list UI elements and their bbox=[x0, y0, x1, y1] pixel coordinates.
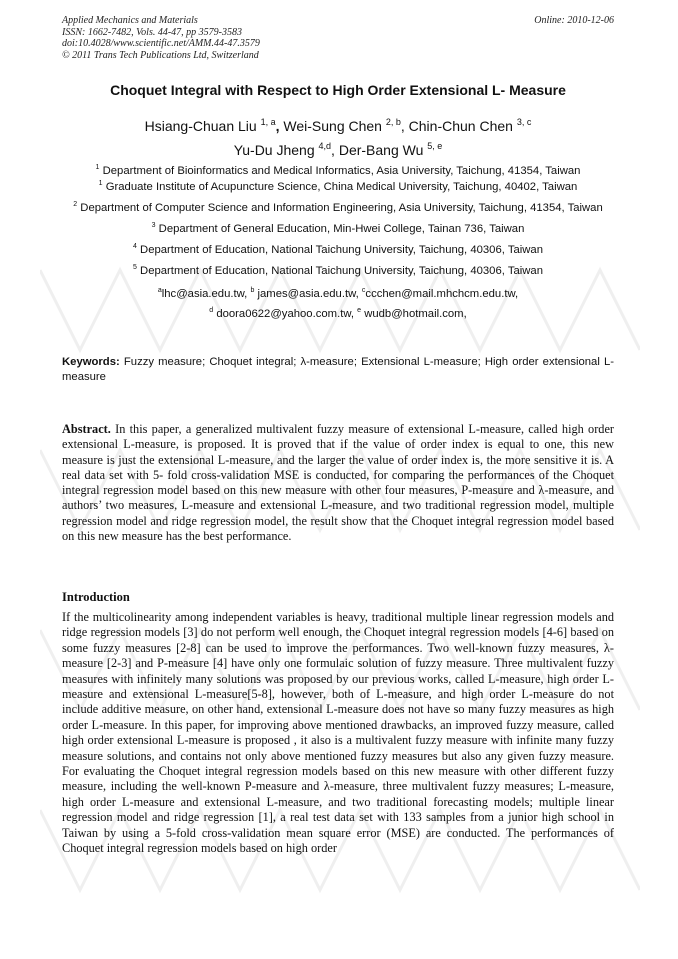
author-name: Yu-Du Jheng bbox=[233, 142, 315, 158]
keywords-section bbox=[62, 355, 614, 385]
affiliation-line bbox=[62, 163, 614, 179]
affiliation-superscript: 3 bbox=[151, 222, 156, 229]
author-superscript: 2, b bbox=[385, 117, 401, 127]
email-address: ccchen@mail.mhchcm.edu.tw, bbox=[365, 288, 519, 300]
email-superscript: a bbox=[157, 287, 162, 294]
affiliation-superscript: 4 bbox=[132, 243, 137, 250]
email-superscript: c bbox=[361, 287, 366, 294]
email-line bbox=[62, 284, 614, 304]
abstract-section bbox=[62, 422, 614, 544]
introduction-heading: Introduction bbox=[62, 590, 130, 604]
email-superscript: e bbox=[357, 307, 362, 314]
abstract-label: Abstract. bbox=[62, 422, 111, 436]
email-address: doora0622@yahoo.com.tw, bbox=[216, 308, 355, 320]
author-name: Wei-Sung Chen bbox=[283, 118, 382, 134]
author-name: Der-Bang Wu bbox=[338, 142, 424, 158]
affiliation-line bbox=[62, 221, 614, 237]
affiliation-superscript: 1 bbox=[95, 164, 100, 171]
author-name: Hsiang-Chuan Liu bbox=[144, 118, 257, 134]
author-name: Chin-Chun Chen bbox=[408, 118, 513, 134]
email-address: wudb@hotmail.com, bbox=[364, 308, 467, 320]
affiliation-text: Department of General Education, Min-Hwei College, Tainan 736, Taiwan bbox=[158, 223, 525, 235]
affiliation-text: Department of Bioinformatics and Medical Informatics, Asia University, Taichung, 41354, Taiwan bbox=[102, 165, 581, 177]
keywords-label: Keywords: bbox=[62, 356, 120, 368]
affiliations bbox=[62, 163, 614, 329]
email-address: lhc@asia.edu.tw, bbox=[161, 288, 248, 300]
abstract-text: In this paper, a generalized multivalent fuzzy measure of extensional L-measure, called high order extensional L-measure, is proposed. It is proved that if the value of order index is equal to one, this new measure is just the extensional L-measure, and the larger the value of order index is, the more sensitive it is. A real data set with 5- fold cross-validation MSE is conducted, for comparing the performances of the Choquet integral regression model based on this new measure with other four measures, P-measure and λ-measure, and authors’ two measures, L-measure and extensional L-measure, and two traditional regression model, multiple regression model and ridge regression model, the result show that the Choquet integral regression model based on this new measure has the best performance. bbox=[62, 422, 615, 544]
affiliation-superscript: 1 bbox=[98, 180, 103, 187]
introduction-text: If the multicolinearity among independent variables is heavy, traditional multiple linear regression models and ridge regression models [3] do not perform well enough, the Choquet integral regression models [4-6] based on some fuzzy measures [2-8] can be used to improve the performances. Two well-known fuzzy measures, λ-measure [2-3] and P-measure [4] have only one formulaic solution of fuzzy measure. Three multivalent fuzzy measures with infinitely many solutions was proposed by our previous works, called L-measure, high order L-measure and extensional L-measure[5-8], however, both of L-measure, and high order L-measure do not include additive measure, on other hand, extensional L-measure does not have so many fuzzy measures as high order L-measure. In this paper, for improving above mentioned drawbacks, an improved fuzzy measure, called high order extensional L-measure is proposed , it also is a multivalent fuzzy measure with infinite many fuzzy measure solutions, and contains not only above mentioned fuzzy measures but also any given fuzzy measure. For evaluating the Choquet integral regression models based on this new measure with other different fuzzy measure, including the well-known P-measure and λ-measure, three multivalent fuzzy measures; L-measure, high order L-measure and extensional L-measure, and two traditional forecasting models; multiple linear regression model and ridge regression [1], a real test data set with 133 samples from a junior high school in Taiwan by using a 5-fold cross-validation mean square error (MSE) are conducted. The performances of Choquet integral regression models based on high order bbox=[62, 610, 614, 856]
doi-line: doi:10.4028/www.scientific.net/AMM.44-47.3579 bbox=[62, 38, 260, 49]
copyright-line: © 2011 Trans Tech Publications Ltd, Switzerland bbox=[62, 49, 259, 61]
email-address: james@asia.edu.tw, bbox=[257, 288, 359, 300]
author-superscript: 5, e bbox=[427, 141, 443, 151]
affiliation-line bbox=[66, 200, 610, 216]
author-superscript: 1, a bbox=[260, 117, 276, 127]
online-date: Online: 2010-12-06 bbox=[534, 15, 614, 26]
affiliation-text: Department of Computer Science and Information Engineering, Asia University, Taichung, 41354, Taiwan bbox=[80, 202, 603, 214]
author-superscript: 3, c bbox=[516, 117, 532, 127]
paper-title: Choquet Integral with Respect to High Order Extensional L- Measure bbox=[110, 82, 566, 98]
affiliation-line bbox=[62, 242, 614, 258]
email-superscript: b bbox=[250, 287, 255, 294]
journal-name: Applied Mechanics and Materials bbox=[62, 15, 198, 26]
affiliation-superscript: 2 bbox=[73, 201, 78, 208]
affiliation-text: Graduate Institute of Acupuncture Science, China Medical University, Taichung, 40402, Taiwan bbox=[105, 181, 578, 193]
affiliation-superscript: 5 bbox=[132, 264, 137, 271]
affiliation-line bbox=[62, 179, 614, 195]
email-line bbox=[62, 304, 614, 324]
affiliation-line bbox=[62, 263, 614, 279]
author-list: Hsiang-Chuan Liu $^{1, a}$, Wei-Sung Chen $^{2, b}$, Chin-Chun Chen $^{3, c}$ Yu-Du Jheng $^{4,d}$, Der-Bang Wu $^{5, e}$ bbox=[144, 117, 532, 158]
affiliation-text: Department of Education, National Taichung University, Taichung, 40306, Taiwan bbox=[140, 244, 543, 256]
journal-header bbox=[62, 15, 614, 61]
affiliation-text: Department of Education, National Taichung University, Taichung, 40306, Taiwan bbox=[140, 265, 543, 277]
email-superscript: d bbox=[209, 307, 214, 314]
author-superscript: 4,d bbox=[318, 141, 332, 151]
keywords-text: Fuzzy measure; Choquet integral; λ-measure; Extensional L-measure; High order extensional L-measure bbox=[62, 356, 614, 383]
issn-line: ISSN: 1662-7482, Vols. 44-47, pp 3579-3583 bbox=[62, 26, 242, 38]
